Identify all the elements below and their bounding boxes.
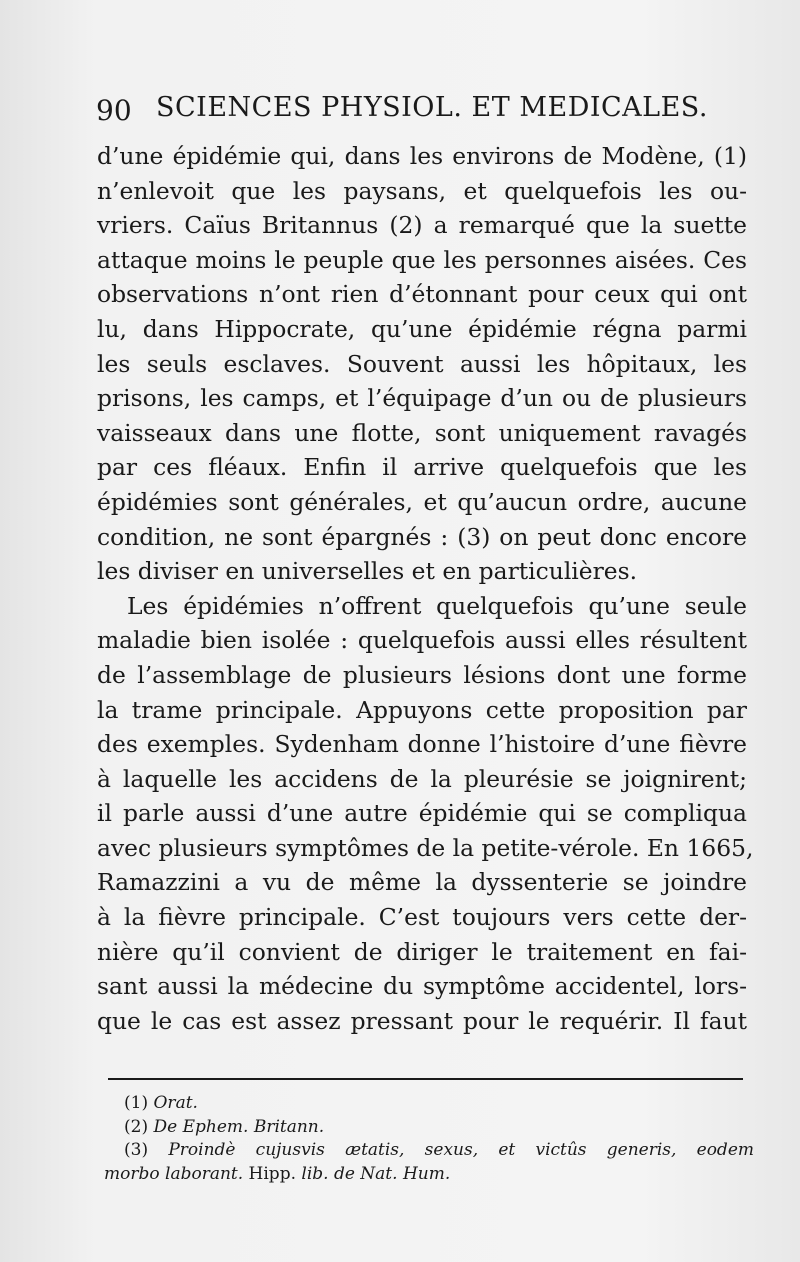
- footnote-number: (1): [124, 1093, 149, 1113]
- text-line: attaque moins le peuple que les personnes aisées. Ces: [97, 245, 747, 274]
- footnote-text: lib. de Nat. Hum.: [301, 1163, 451, 1184]
- text-line: observations n’ont rien d’étonnant pour ceux qui ont: [97, 280, 747, 309]
- text-line: vaisseaux dans une flotte, sont uniquement ravagés: [97, 418, 747, 447]
- footnotes: [104, 1092, 754, 1186]
- footnote-number: (3): [124, 1140, 149, 1160]
- footnote-3-continuation: [104, 1163, 754, 1187]
- text-line: de l’assemblage de plusieurs lésions dont une forme: [97, 660, 747, 689]
- text-line: n’enlevoit que les paysans, et quelquefois les ou-: [97, 176, 747, 205]
- page-number: 90: [96, 94, 132, 127]
- footnote-text: De Ephem. Britann.: [153, 1116, 325, 1137]
- text-line: la trame principale. Appuyons cette proposition par: [97, 695, 747, 724]
- paragraph-first-line: Les épidémies n’offrent quelquefois qu’une seule: [127, 591, 747, 620]
- footnote-text: Orat.: [153, 1093, 198, 1113]
- footnote-text: morbo laborant.: [104, 1163, 244, 1184]
- text-line: lu, dans Hippocrate, qu’une épidémie régna parmi: [97, 314, 747, 343]
- text-line: maladie bien isolée : quelquefois aussi elles résultent: [97, 626, 747, 655]
- text-line: à laquelle les accidens de la pleurésie se joignirent;: [97, 764, 747, 793]
- text-line: vriers. Caïus Britannus (2) a remarqué que la suette: [97, 211, 747, 240]
- text-line: les diviser en universelles et en particulières.: [97, 557, 638, 586]
- footnote-number: (2): [124, 1116, 149, 1137]
- footnote-2: [104, 1116, 754, 1140]
- footnote-1: [104, 1092, 754, 1116]
- text-line: nière qu’il convient de diriger le traitement en fai-: [97, 937, 747, 966]
- text-line: condition, ne sont épargnés : (3) on peut donc encore: [97, 522, 747, 551]
- text-line: sant aussi la médecine du symptôme accidentel, lors-: [97, 972, 747, 1001]
- text-line: prisons, les camps, et l’équipage d’un ou de plusieurs: [97, 384, 747, 413]
- text-line: épidémies sont générales, et qu’aucun ordre, aucune: [97, 487, 747, 516]
- text-line: les seuls esclaves. Souvent aussi les hôpitaux, les: [97, 349, 747, 378]
- body-text: [97, 139, 754, 1038]
- text-line: par ces fléaux. Enfin il arrive quelquefois que les: [97, 453, 747, 482]
- text-line: d’une épidémie qui, dans les environs de Modène, (1): [97, 142, 747, 170]
- text-line: Ramazzini a vu de même la dyssenterie se joindre: [97, 868, 747, 897]
- text-line: à la fièvre principale. C’est toujours vers cette der-: [97, 903, 747, 932]
- text-line: que le cas est assez pressant pour le requérir. Il faut: [97, 1006, 747, 1035]
- footnote-divider: [108, 1078, 743, 1080]
- footnote-text: Proindè cujusvis ætatis, sexus, et victûs generis, eodem: [168, 1140, 754, 1160]
- text-line: des exemples. Sydenham donne l’histoire d’une fièvre: [97, 730, 747, 759]
- running-header: [96, 92, 756, 132]
- footnote-3: [104, 1139, 754, 1163]
- running-title: SCIENCES PHYSIOL. ET MEDICALES.: [156, 92, 708, 123]
- text-line: avec plusieurs symptômes de la petite-vérole. En 1665,: [97, 833, 754, 862]
- text-line: il parle aussi d’une autre épidémie qui se compliqua: [97, 799, 747, 828]
- footnote-citation: Hipp.: [248, 1163, 296, 1184]
